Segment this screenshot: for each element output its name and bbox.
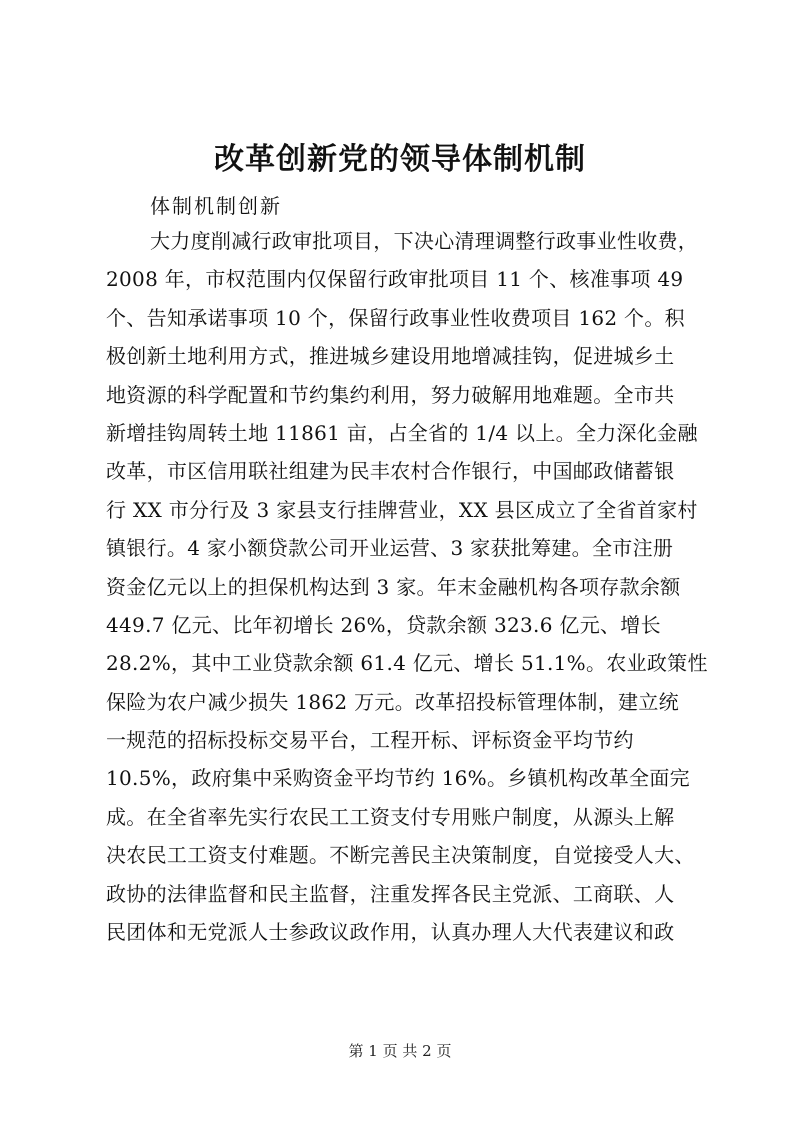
body-line: 449.7 亿元、比年初增长 26%，贷款余额 323.6 亿元、增长 [106,612,661,637]
body-line: 新增挂钩周转土地 11861 亩，占全省的 1/4 以上。全力深化金融 [106,420,698,445]
body-line: 资金亿元以上的担保机构达到 3 家。年末金融机构各项存款余额 [106,574,681,599]
body-line: 改革，市区信用联社组建为民丰农村合作银行，中国邮政储蓄银 [106,459,675,484]
body-line: 镇银行。4 家小额贷款公司开业运营、3 家获批筹建。全市注册 [106,536,674,561]
document-title: 改革创新党的领导体制机制 [214,142,586,177]
body-paragraph [106,222,706,951]
body-line: 地资源的科学配置和节约集约利用，努力破解用地难题。全市共 [106,382,675,407]
body-line: 个、告知承诺事项 10 个，保留行政事业性收费项目 162 个。积 [106,305,685,330]
body-line: 保险为农户减少损失 1862 万元。改革招投标管理体制，建立统 [106,689,679,714]
body-line: 政协的法律监督和民主监督，注重发挥各民主党派、工商联、人 [106,881,675,906]
body-line: 一规范的招标投标交易平台，工程开标、评标资金平均节约 [106,728,634,753]
body-line: 民团体和无党派人士参政议政作用，认真办理人大代表建议和政 [106,920,675,945]
section-subheading: 体制机制创新 [150,194,282,218]
body-line: 大力度削减行政审批项目，下决心清理调整行政事业性收费， [150,229,699,253]
body-line: 2008 年，市权范围内仅保留行政审批项目 11 个、核准事项 49 [106,267,684,292]
body-line: 28.2%，其中工业贷款余额 61.4 亿元、增长 51.1%。农业政策性 [106,651,708,676]
body-line: 决农民工工资支付难题。不断完善民主决策制度，自觉接受人大、 [106,843,695,868]
body-line: 极创新土地利用方式，推进城乡建设用地增减挂钩，促进城乡土 [106,344,675,369]
body-line: 成。在全省率先实行农民工工资支付专用账户制度，从源头上解 [106,804,675,829]
body-line: 10.5%，政府集中采购资金平均节约 16%。乡镇机构改革全面完 [106,766,690,791]
page-footer: 第 1 页 共 2 页 [348,1042,452,1060]
body-line: 行 XX 市分行及 3 家县支行挂牌营业，XX 县区成立了全省首家村 [106,497,698,522]
